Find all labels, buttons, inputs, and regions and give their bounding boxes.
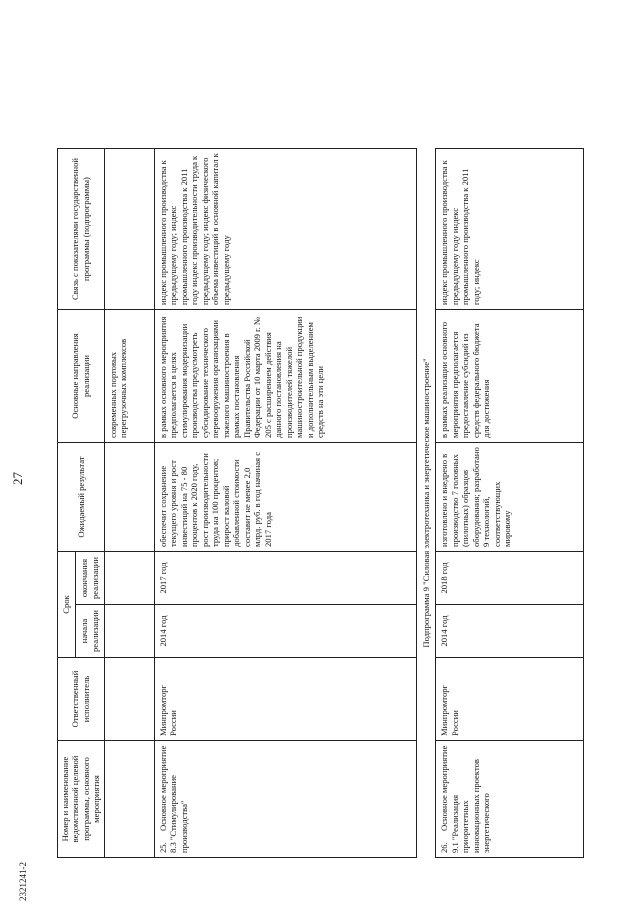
page-number: 27: [10, 472, 25, 485]
document-number: 2321241-2: [18, 862, 28, 901]
cell-executor: Минпромторг России: [154, 658, 416, 741]
row-name: Основное мероприятие 9.1 "Реализация приоритетных инновационных проектов энергетического: [439, 745, 492, 853]
table-row-continuation: [104, 149, 154, 858]
table-row: [436, 149, 584, 858]
subprogram-title: Подпрограмма 9 "Силовая электротехника и энергетическое машиностроение": [416, 149, 435, 858]
cell-indicators: индекс промышленного производства к предыдущему году; индекс промышленного производства к 2011 году индекс производительности труда к предыдущему году; индекс физического объема инвестиций в основной капитал к предыдущему году: [154, 149, 416, 310]
header-term-start: начала реализации: [75, 605, 104, 658]
table-row: [154, 149, 416, 858]
header-program-name: Номер и наименование ведомственной целевой программы, основного мероприятия: [58, 741, 105, 858]
cell-indicators: индекс промышленного производства к предыдущему году индекс промышленного производства к 2011 году; индекс: [436, 149, 584, 310]
header-directions: Основные направления реализации: [58, 310, 105, 443]
cell-start: 2014 год: [436, 605, 584, 658]
cell-executor: Минпромторг России: [436, 658, 584, 741]
header-result: Ожидаемый результат: [58, 443, 105, 552]
cell-directions: в рамках основного мероприятия предполагается в целях стимулирования модернизации производства предусмотреть субсидирование технического перевооружения организациями тяжелого машиностроения в рамках постановления Правительства Российской Федерации от 10 марта 2009 г. № 205 с расширением действия данного постановления на производителей тяжелой машиностроительной продукции и дополнительным выделением средств на эти цели: [154, 310, 416, 443]
cell-directions: современных портовых перегрузочных комплексов: [104, 310, 154, 443]
subprogram-row: [416, 149, 435, 858]
cell-program-name: [436, 741, 584, 858]
header-executor: Ответственный исполнитель: [58, 658, 105, 741]
cell-result: изготовлено и внедрено в производство 7 головных (пилотных) образцов оборудования; разработано 9 технологий, соответствующих мировому: [436, 443, 584, 552]
program-table: [57, 148, 584, 858]
cell-end: 2018 год: [436, 552, 584, 605]
row-name: Основное мероприятие 8.3 "Стимулирование производства": [157, 745, 189, 853]
header-row: [58, 149, 76, 858]
row-number: 26.: [439, 842, 450, 853]
header-term: Срок: [58, 552, 76, 658]
cell-directions: в рамках реализации основного мероприятия предполагается предоставление субсидий из средств федерального бюджета для достижения: [436, 310, 584, 443]
header-term-end: окончания реализации: [75, 552, 104, 605]
cell-end: 2017 год: [154, 552, 416, 605]
header-indicators: Связь с показателями государственной программы (подпрограммы): [58, 149, 105, 310]
cell-program-name: [154, 741, 416, 858]
cell-result: обеспечит сохранение текущего уровня и рост инвестиций на 75 - 80 процентов к 2020 году, рост производительности труда на 100 процентов; прирост валовой добавленной стоимости составит не менее 2,0 млрд. руб. в год начиная с 2017 года: [154, 443, 416, 552]
cell-start: 2014 год: [154, 605, 416, 658]
row-number: 25.: [157, 842, 168, 853]
